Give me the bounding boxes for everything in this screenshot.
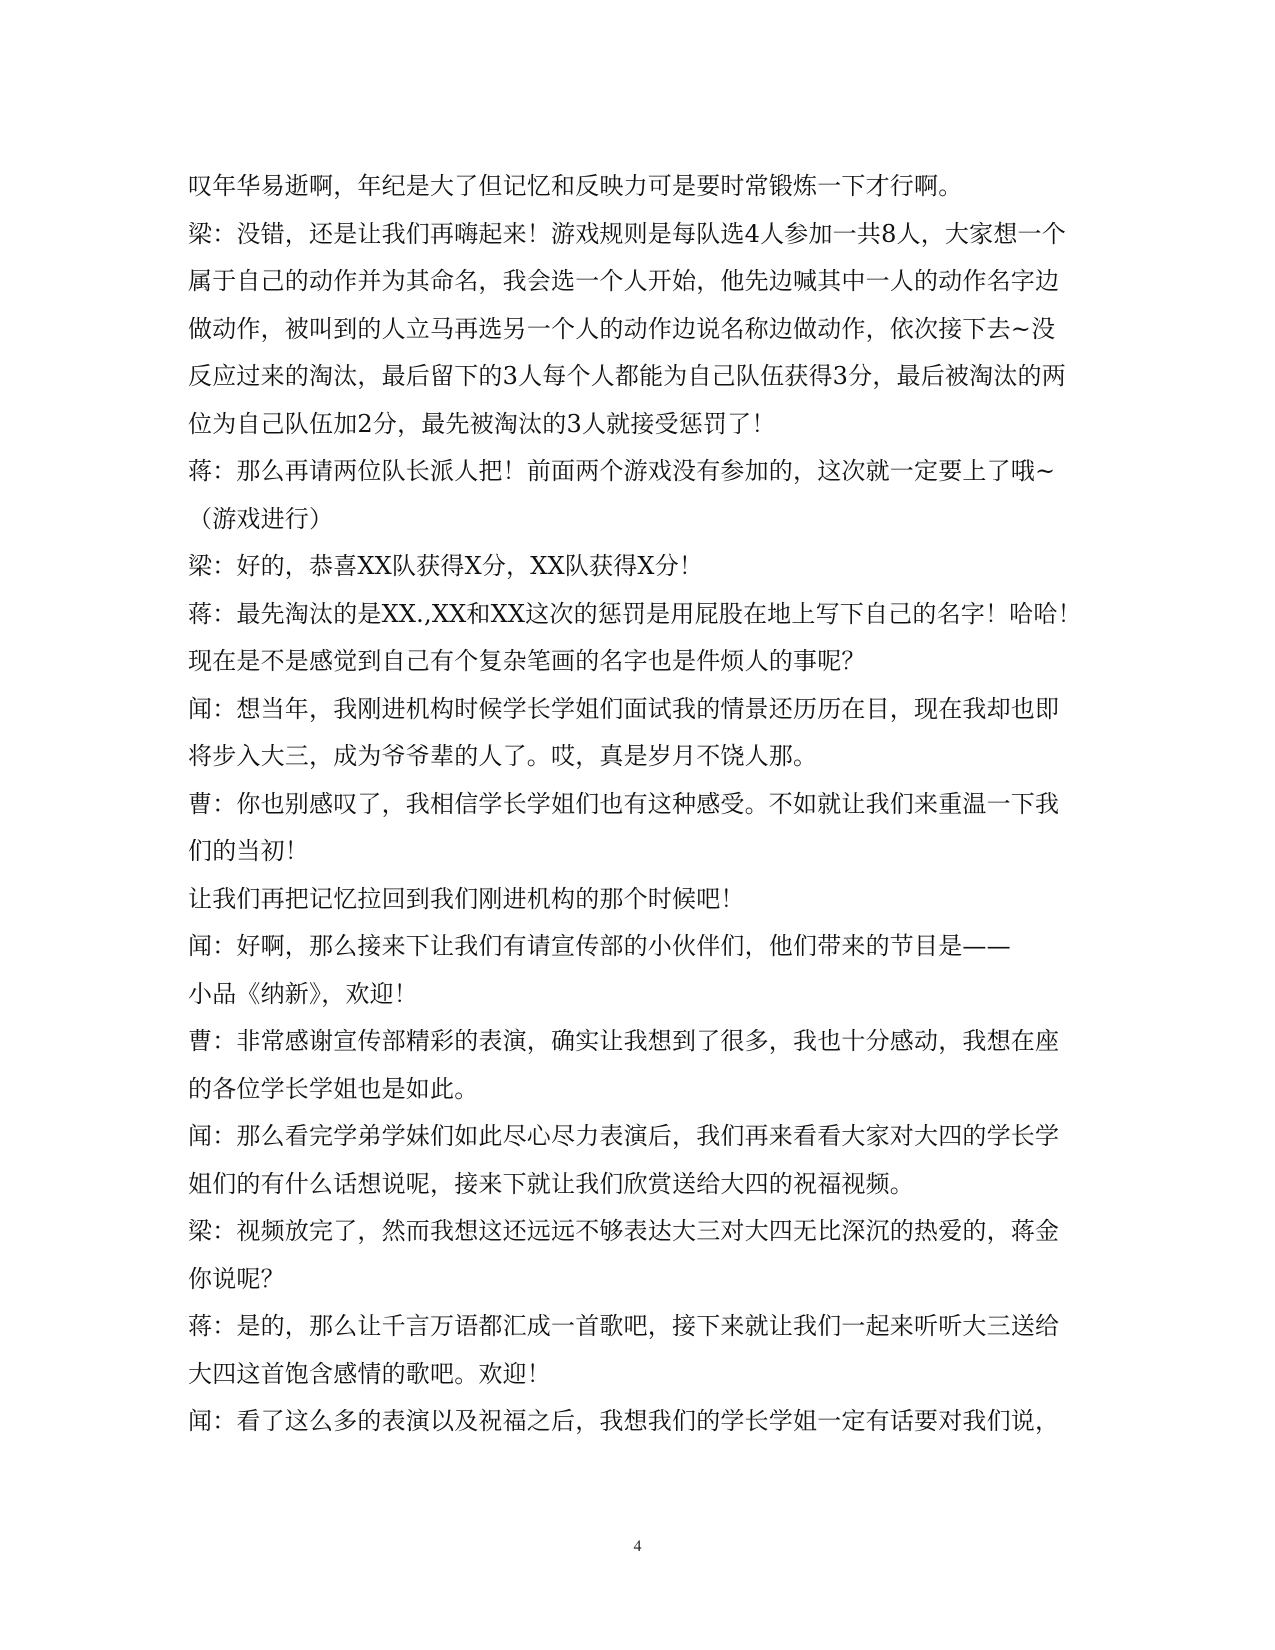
text-line: 闻：好啊，那么接来下让我们有请宣传部的小伙伴们，他们带来的节目是—— <box>188 932 1011 960</box>
text-line: 梁：视频放完了，然而我想这还远远不够表达大三对大四无比深沉的热爱的，蒋金 <box>188 1217 1060 1245</box>
text-line: 姐们的有什么话想说呢，接来下就让我们欣赏送给大四的祝福视频。 <box>188 1169 914 1198</box>
text-line: 蒋：那么再请两位队长派人把！前面两个游戏没有参加的，这次就一定要上了哦~ <box>188 457 1056 485</box>
text-line: 现在是不是感觉到自己有个复杂笔画的名字也是件烦人的事呢？ <box>188 647 866 675</box>
text-line: 蒋：最先淘汰的是XX.,XX和XX这次的惩罚是用屁股在地上写下自己的名字！哈哈！ <box>188 599 1082 628</box>
body-text <box>188 163 1088 1446</box>
text-line: 曹：非常感谢宣传部精彩的表演，确实让我想到了很多，我也十分感动，我想在座 <box>188 1027 1060 1055</box>
text-line: 让我们再把记忆拉回到我们刚进机构的那个时候吧！ <box>188 884 745 913</box>
text-line: 梁：好的，恭喜XX队获得X分，XX队获得X分！ <box>188 552 704 580</box>
text-line: 大四这首饱含感情的歌吧。欢迎！ <box>188 1359 551 1388</box>
text-line: 闻：那么看完学弟学妹们如此尽心尽力表演后，我们再来看看大家对大四的学长学 <box>188 1122 1060 1150</box>
text-line: 梁：没错，还是让我们再嗨起来！游戏规则是每队选4人参加一共8人，大家想一个 <box>188 219 1066 248</box>
text-line: 叹年华易逝啊，年纪是大了但记忆和反映力可是要时常锻炼一下才行啊。 <box>188 172 963 200</box>
text-line: 们的当初！ <box>188 837 309 865</box>
page-number: 4 <box>633 1538 642 1555</box>
text-line: 闻：看了这么多的表演以及祝福之后，我想我们的学长学姐一定有话要对我们说， <box>188 1407 1060 1435</box>
text-line: 的各位学长学姐也是如此。 <box>188 1074 479 1103</box>
text-line: 闻：想当年，我刚进机构时候学长学姐们面试我的情景还历历在目，现在我却也即 <box>188 694 1060 723</box>
text-line: 反应过来的淘汰，最后留下的3人每个人都能为自己队伍获得3分，最后被淘汰的两 <box>188 362 1066 390</box>
text-line: 位为自己队伍加2分，最先被淘汰的3人就接受惩罚了！ <box>188 409 776 438</box>
text-line: 曹：你也别感叹了，我相信学长学姐们也有这种感受。不如就让我们来重温一下我 <box>188 789 1060 818</box>
text-line: 你说呢？ <box>188 1264 285 1293</box>
text-line: 做动作，被叫到的人立马再选另一个人的动作边说名称边做动作，依次接下去~没 <box>188 314 1056 343</box>
text-line: 小品《纳新》，欢迎！ <box>188 979 418 1008</box>
text-line: 蒋：是的，那么让千言万语都汇成一首歌吧，接下来就让我们一起来听听大三送给 <box>188 1312 1060 1340</box>
text-line: 将步入大三，成为爷爷辈的人了。哎，真是岁月不饶人那。 <box>188 742 818 770</box>
text-line: （游戏进行） <box>188 504 334 533</box>
text-line: 属于自己的动作并为其命名，我会选一个人开始，他先边喊其中一人的动作名字边 <box>188 267 1060 295</box>
